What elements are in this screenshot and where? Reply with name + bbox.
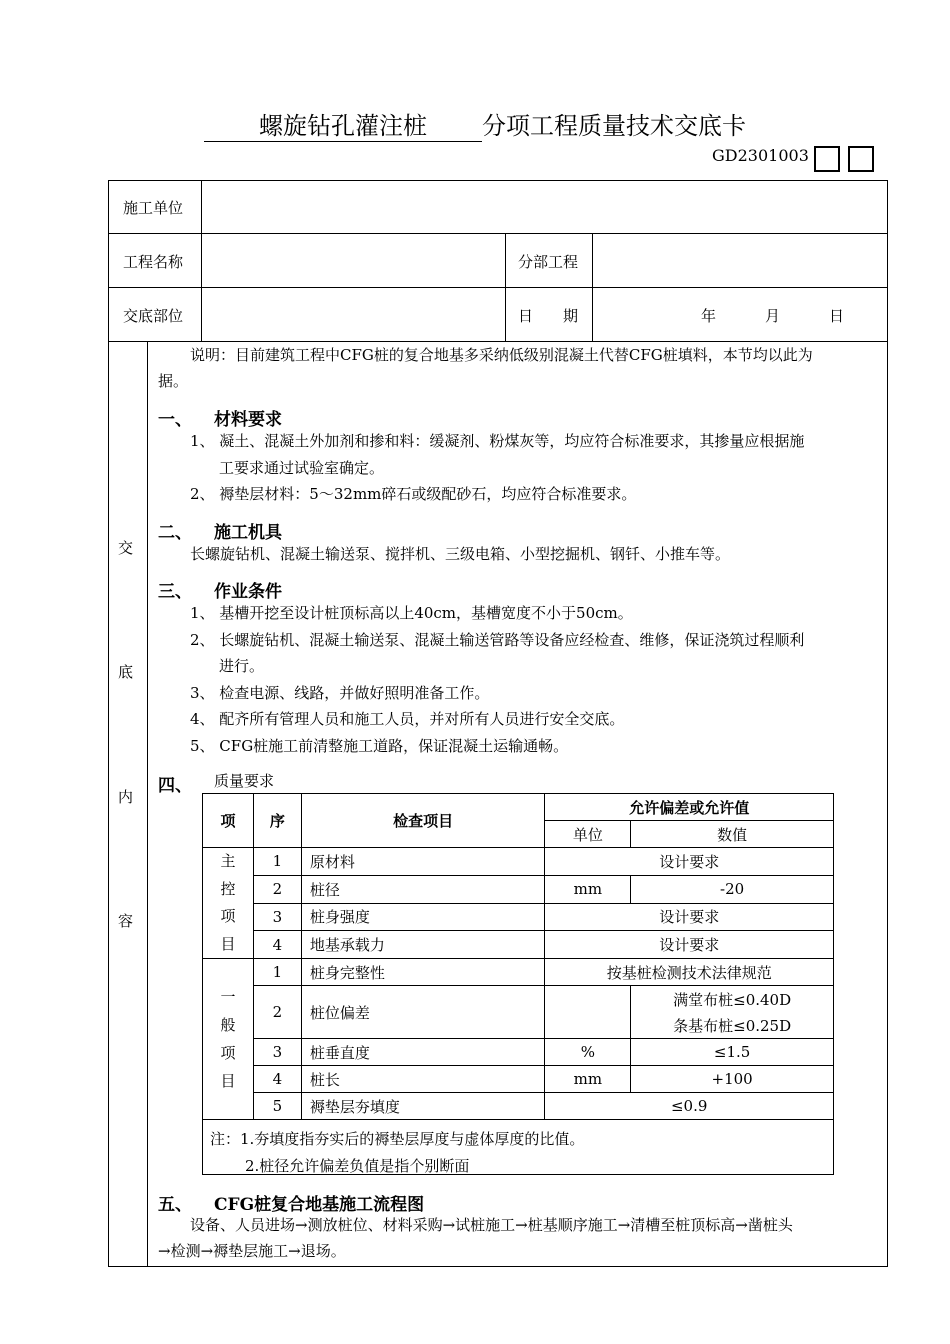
row-seq: 5 (253, 1093, 301, 1120)
section-5-title: CFG桩复合地基施工流程图 (214, 1195, 425, 1215)
row-unit (545, 986, 631, 1039)
row-seq: 1 (253, 959, 301, 986)
section-1-number: 一、 (158, 410, 192, 430)
checkbox-1[interactable] (814, 146, 840, 172)
section-3-item: 5、 CFG桩施工前清整施工道路，保证混凝土运输通畅。 (190, 737, 569, 755)
unit-label: 施工单位 (123, 199, 184, 217)
section-2-text: 长螺旋钻机、混凝土输送泵、搅拌机、三级电箱、小型挖掘机、钢钎、小推车等。 (190, 545, 731, 563)
header-check-item: 检查项目 (301, 794, 545, 848)
header-unit: 单位 (545, 821, 631, 848)
checkbox-2[interactable] (848, 146, 874, 172)
divider (592, 233, 593, 341)
row-merged-value: 设计要求 (545, 931, 834, 959)
date-day: 日 (829, 307, 845, 325)
row-unit: mm (545, 875, 631, 903)
intro-line: 说明：目前建筑工程中CFG桩的复合地基多采纳低级别混凝土代替CFG桩填料，本节均以此为 (190, 346, 813, 364)
header-seq: 序 (253, 794, 301, 848)
section-5-text: 设备、人员进场→测放桩位、材料采购→试桩施工→桩基顺序施工→清槽至桩顶标高→凿桩头 (190, 1216, 793, 1234)
divider (108, 233, 888, 234)
subproject-label: 分部工程 (518, 253, 579, 271)
row-merged-value: 按基桩检测技术法律规范 (545, 959, 834, 986)
row-merged-value: 设计要求 (545, 903, 834, 931)
section-3-title: 作业条件 (214, 582, 282, 602)
table-row (203, 959, 834, 986)
intro-line: 据。 (158, 372, 189, 390)
row-name: 桩垂直度 (301, 1039, 545, 1066)
table-row (203, 1093, 834, 1120)
table-note: 注：1.夯填度指夯实后的褥垫层厚度与虚体厚度的比值。 (210, 1130, 585, 1148)
table-row (203, 875, 834, 903)
section-3-number: 三、 (158, 582, 192, 602)
row-seq: 4 (253, 1066, 301, 1093)
row-value: ≤1.5 (631, 1039, 834, 1066)
section-4-number: 四、 (158, 776, 192, 796)
title-card-name: 分项工程质量技术交底卡 (482, 112, 746, 140)
table-row (203, 848, 834, 876)
table-note: 2.桩径允许偏差负值是指个别断面 (245, 1157, 470, 1175)
row-seq: 4 (253, 931, 301, 959)
table-row (203, 931, 834, 959)
divider (108, 287, 888, 288)
divider (505, 233, 506, 341)
table-row (203, 1066, 834, 1093)
row-seq: 3 (253, 903, 301, 931)
date-month: 月 (765, 307, 781, 325)
table-row (203, 986, 834, 1013)
section-3-item: 进行。 (219, 657, 265, 675)
row-seq: 3 (253, 1039, 301, 1066)
row-unit: % (545, 1039, 631, 1066)
side-label-char: 交 (118, 539, 134, 557)
section-2-title: 施工机具 (214, 523, 282, 543)
row-name: 桩长 (301, 1066, 545, 1093)
section-3-item: 2、 长螺旋钻机、混凝土输送泵、混凝土输送管路等设备应经检查、维修，保证浇筑过程顺利 (190, 631, 805, 649)
date-year: 年 (701, 307, 717, 325)
section-3-item: 1、 基槽开挖至设计桩顶标高以上40cm，基槽宽度不小于50cm。 (190, 604, 633, 622)
side-label-char: 内 (118, 788, 134, 806)
row-name: 地基承载力 (301, 931, 545, 959)
date-label: 日 期 (518, 307, 579, 325)
row-merged-value: 设计要求 (545, 848, 834, 876)
quality-table (202, 793, 834, 1175)
section-4-title: 质量要求 (214, 772, 275, 790)
row-seq: 1 (253, 848, 301, 876)
table-row (203, 903, 834, 931)
section-1-item: 工要求通过试验室确定。 (219, 459, 385, 477)
position-label: 交底部位 (123, 307, 184, 325)
row-name: 原材料 (301, 848, 545, 876)
side-label-char: 容 (118, 912, 134, 930)
project-label: 工程名称 (123, 253, 184, 271)
section-1-title: 材料要求 (214, 410, 282, 430)
section-3-item: 3、 检查电源、线路，并做好照明准备工作。 (190, 684, 490, 702)
section-1-item: 2、 褥垫层材料：5～32mm碎石或级配砂石，均应符合标准要求。 (190, 485, 637, 503)
section-3-item: 4、 配齐所有管理人员和施工人员，并对所有人员进行安全交底。 (190, 710, 625, 728)
side-label-char: 底 (118, 663, 134, 681)
document-code: GD2301003 (712, 146, 809, 165)
row-seq: 2 (253, 986, 301, 1039)
header-value: 数值 (631, 821, 834, 848)
group-general: 一 般 项 目 (203, 959, 254, 1120)
row-seq: 2 (253, 875, 301, 903)
divider (201, 180, 202, 341)
row-name: 桩径 (301, 875, 545, 903)
divider (147, 341, 148, 1267)
row-name: 桩身完整性 (301, 959, 545, 986)
row-unit: mm (545, 1066, 631, 1093)
section-1-item: 1、 凝土、混凝土外加剂和掺和料：缓凝剂、粉煤灰等，均应符合标准要求，其掺量应根据施 (190, 432, 805, 450)
section-5-number: 五、 (158, 1195, 192, 1215)
title-project-type: 螺旋钻孔灌注桩 (204, 106, 482, 142)
row-name: 桩位偏差 (301, 986, 545, 1039)
table-header-row (203, 794, 834, 821)
row-value: +100 (631, 1066, 834, 1093)
page-title (0, 106, 950, 142)
section-2-number: 二、 (158, 523, 192, 543)
header-allowance: 允许偏差或允许值 (545, 794, 834, 821)
section-5-text: →检测→褥垫层施工→退场。 (158, 1242, 346, 1260)
header-item: 项 (203, 794, 254, 848)
table-row (203, 1039, 834, 1066)
row-name: 桩身强度 (301, 903, 545, 931)
row-value: 条基布桩≤0.25D (631, 1012, 834, 1039)
row-value: -20 (631, 875, 834, 903)
row-merged-value: ≤0.9 (545, 1093, 834, 1120)
row-name: 褥垫层夯填度 (301, 1093, 545, 1120)
group-main-control: 主 控 项 目 (203, 848, 254, 959)
row-value: 满堂布桩≤0.40D (631, 986, 834, 1013)
